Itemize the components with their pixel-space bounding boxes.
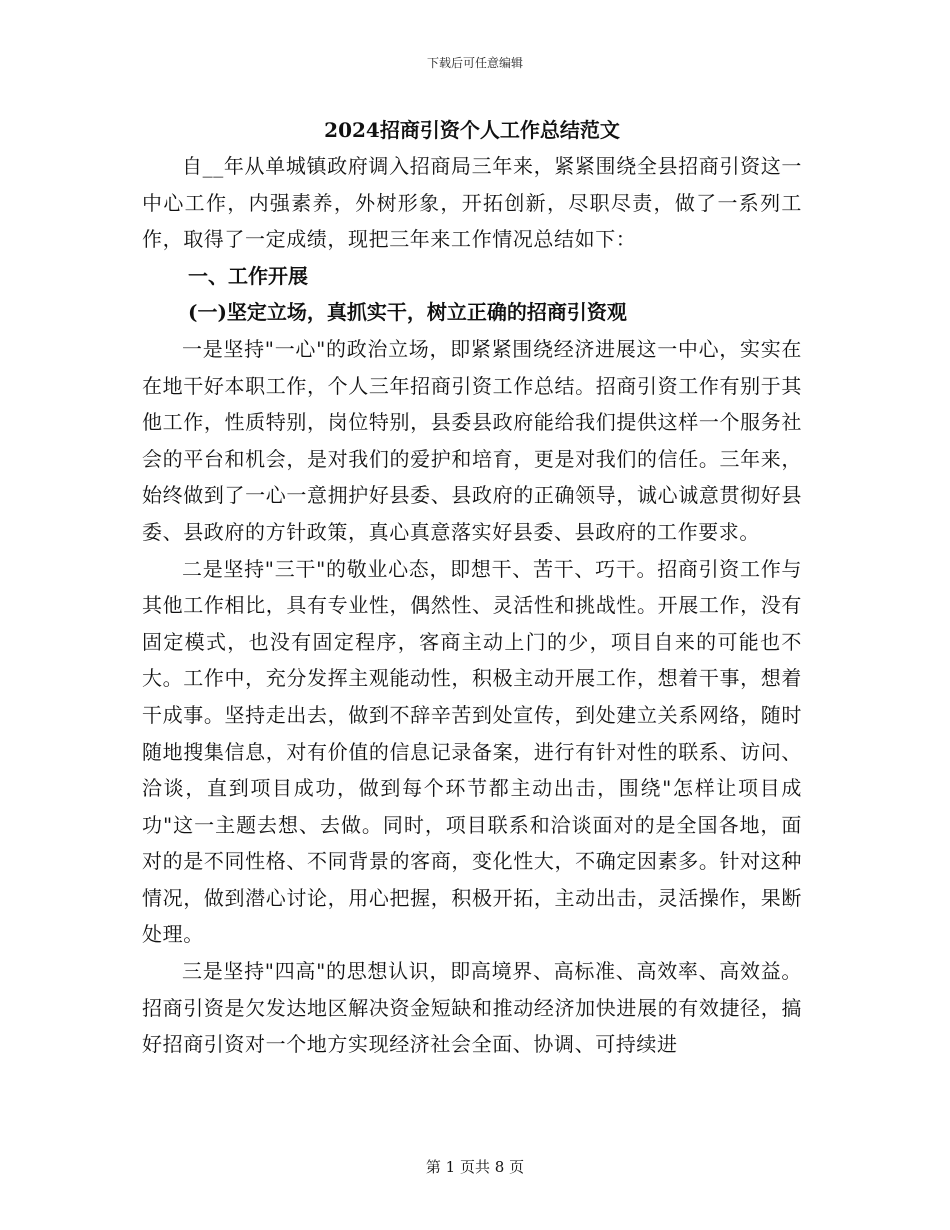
section-heading: 一、工作开展 — [188, 263, 308, 288]
header-note: 下载后可任意编辑 — [426, 56, 523, 70]
subsection-heading: (一)坚定立场，真抓实干，树立正确的招商引资观 — [188, 300, 627, 325]
paragraph-1: 一是坚持"一心"的政治立场，即紧紧围绕经济进展这一中心，实实在在地干好本职工作，个人三年招商引资工作总结。招商引资工作有别于其他工作，性质特别，岗位特别，县委县政府能给我们提供这样一个服务社会的平台和机会，是对我们的爱护和培育，更是对我们的信任。三年来，始终做到了一心一意拥护好县委、县政府的正确领导，诚心诚意贯彻好县委、县政府的方针政策，真心真意落实好县委、县政府的工作要求。 — [142, 336, 802, 544]
intro-paragraph: 自__年从单城镇政府调入招商局三年来，紧紧围绕全县招商引资这一中心工作，内强素养，外树形象，开拓创新，尽职尽责，做了一系列工作，取得了一定成绩，现把三年来工作情况总结如下： — [142, 154, 802, 252]
document-body — [142, 112, 802, 1063]
page-number: 第 1 页共 8 页 — [425, 1158, 525, 1176]
paragraph-2: 二是坚持"三干"的敬业心态，即想干、苦干、巧干。招商引资工作与其他工作相比，具有专业性，偶然性、灵活性和挑战性。开展工作，没有固定模式，也没有固定程序，客商主动上门的少，项目自来的可能也不大。工作中，充分发挥主观能动性，积极主动开展工作，想着干事，想着干成事。坚持走出去，做到不辞辛苦到处宣传，到处建立关系网络，随时随地搜集信息，对有价值的信息记录备案，进行有针对性的联系、访问、洽谈，直到项目成功，做到每个环节都主动出击，围绕"怎样让项目成功"这一主题去想、去做。同时，项目联系和洽谈面对的是全国各地，面对的是不同性格、不同背景的客商，变化性大，不确定因素多。针对这种情况，做到潜心讨论，用心把握，积极开拓，主动出击，灵活操作，果断处理。 — [142, 556, 802, 947]
document-title: 2024招商引资个人工作总结范文 — [324, 118, 620, 142]
paragraph-3: 三是坚持"四高"的思想认识，即高境界、高标准、高效率、高效益。招商引资是欠发达地区解决资金短缺和推动经济加快进展的有效捷径，搞好招商引资对一个地方实现经济社会全面、协调、可持续进 — [142, 959, 802, 1057]
